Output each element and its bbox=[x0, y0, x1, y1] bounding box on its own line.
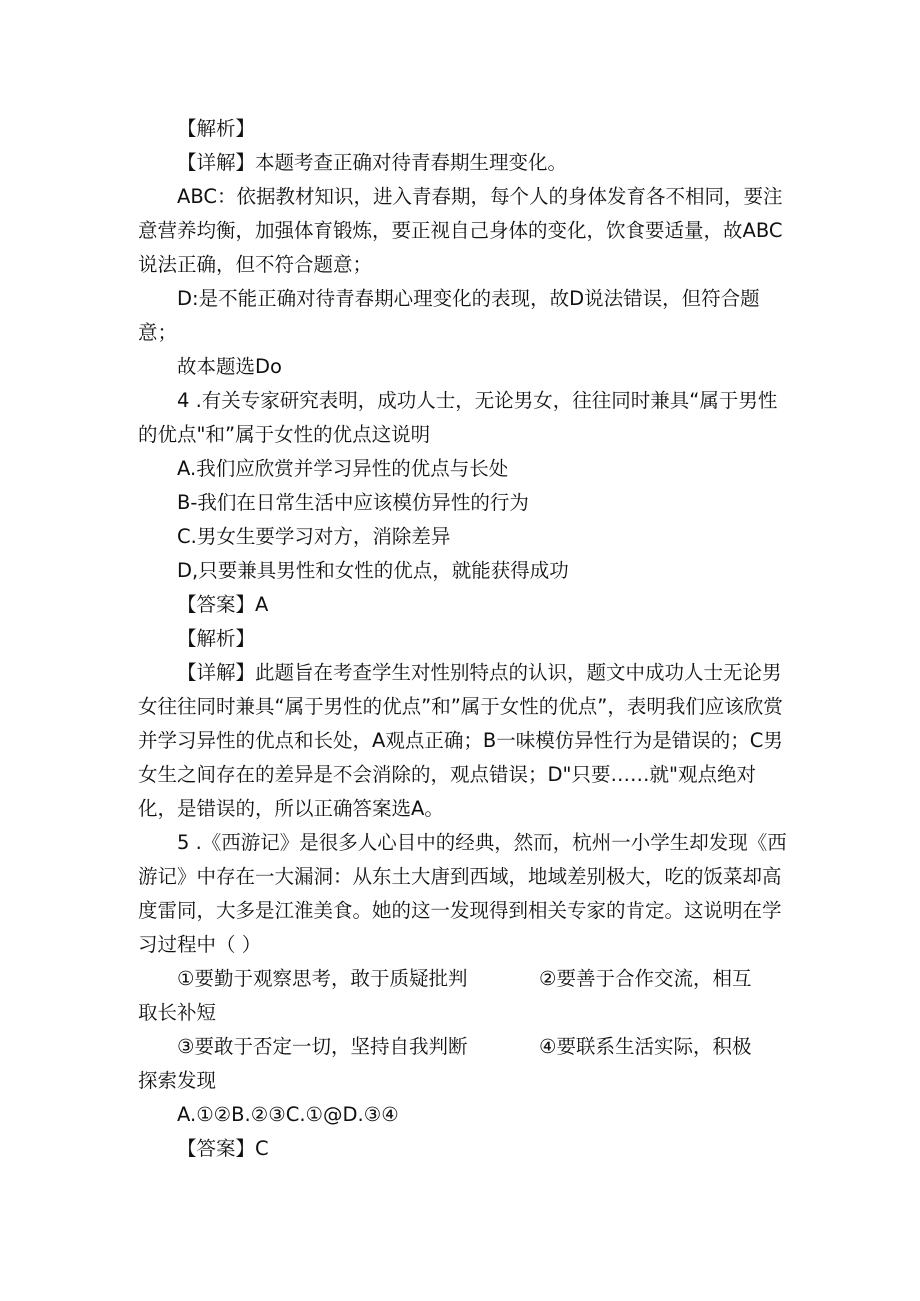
question-4-option-c: C.男女生要学习对方，消除差异 bbox=[177, 525, 451, 548]
question-5-option-4-continuation: 探索发现 bbox=[138, 1069, 217, 1092]
document-body bbox=[138, 112, 788, 1166]
question-5-stem: 5 .《西游记》是很多人心目中的经典，然而，杭州一小学生却发现《西游记》中存在一大漏洞：从东土大唐到西域，地域差别极大，吃的饭菜却高度雷同，大多是江淮美食。她的这一发现得到相关专家的肯定。这说明在学习过程中（ ） bbox=[138, 831, 787, 956]
question-5-options-row-1 bbox=[138, 962, 788, 996]
question-4-option-d: D,只要兼具男性和女性的优点，就能获得成功 bbox=[177, 559, 569, 582]
question-5-options-row-2 bbox=[138, 1030, 788, 1064]
question-4-option-a: A.我们应欣赏并学习异性的优点与长处 bbox=[177, 457, 509, 480]
question-5-option-2-continuation: 取长补短 bbox=[138, 1001, 217, 1024]
question-5-option-3: ③要敢于否定一切，坚持自我判断 bbox=[177, 1035, 468, 1058]
question-5-answer: 【答案】C bbox=[177, 1137, 269, 1160]
question-4-detail: 【详解】此题旨在考查学生对性别特点的认识，题文中成功人士无论男女往往同时兼具“属于男性的优点”和”属于女性的优点”，表明我们应该欣赏并学习异性的优点和长处，A观点正确；B一味模仿异性行为是错误的；C男女生之间存在的差异是不会消除的，观点错误；D"只要……就"观点绝对化，是错误的，所以正确答案选A。 bbox=[138, 661, 783, 820]
section-heading-analysis: 【解析】 bbox=[177, 117, 256, 140]
question-4-stem: 4 .有关专家研究表明，成功人士，无论男女，往往同时兼具“属于男性的优点"和”属于女性的优点这说明 bbox=[138, 389, 778, 446]
question-5-option-4: ④要联系生活实际，积极 bbox=[539, 1035, 752, 1058]
question-5-choices: A.①②B.②③C.①@D.③④ bbox=[177, 1103, 399, 1126]
question-4-answer: 【答案】A bbox=[177, 593, 269, 616]
explanation-paragraph-abc: ABC：依据教材知识，进入青春期，每个人的身体发育各不相同，要注意营养均衡，加强体育锻炼，要正视自己身体的变化，饮食要适量，故ABC说法正确，但不符合题意； bbox=[138, 185, 783, 276]
conclusion-line: 故本题选Do bbox=[177, 355, 282, 378]
question-4-option-b: B-我们在日常生活中应该模仿异性的行为 bbox=[177, 491, 529, 514]
question-5-option-2: ②要善于合作交流，相互 bbox=[539, 967, 752, 990]
explanation-paragraph-d: D:是不能正确对待青春期心理变化的表现，故D说法错误，但符合题意； bbox=[138, 287, 760, 344]
detail-paragraph: 【详解】本题考查正确对待青春期生理变化。 bbox=[177, 151, 568, 174]
question-5-option-1: ①要勤于观察思考，敢于质疑批判 bbox=[177, 967, 468, 990]
question-4-analysis-heading: 【解析】 bbox=[177, 627, 256, 650]
